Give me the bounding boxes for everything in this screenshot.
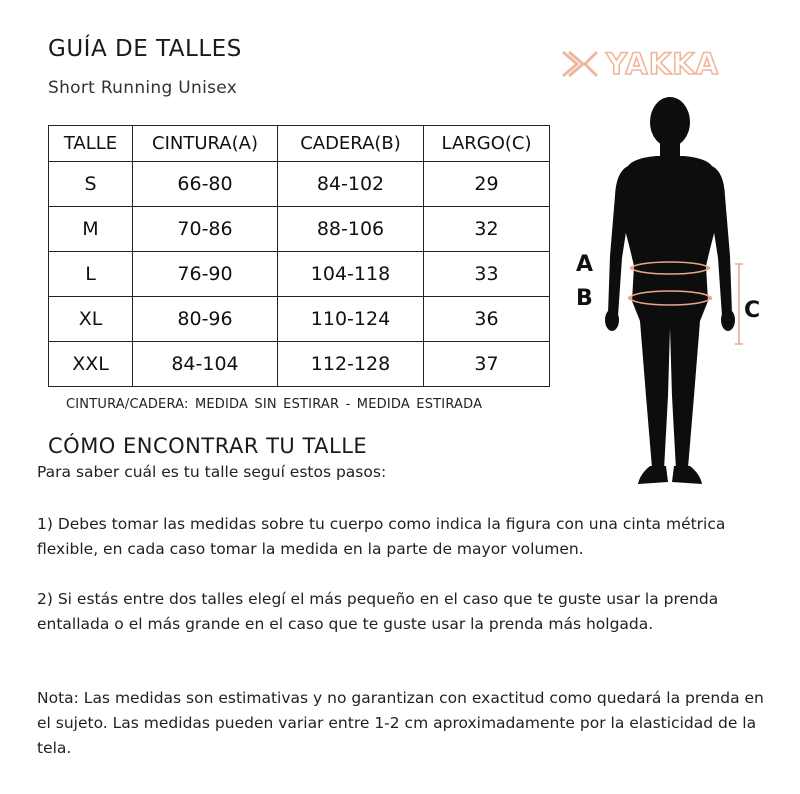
table-row [49, 162, 550, 207]
label-b: B [576, 286, 593, 311]
cell-cintura: 84-104 [133, 342, 278, 387]
label-c: C [744, 298, 761, 323]
column-header-cadera: CADERA(B) [278, 126, 424, 162]
page-title: GUÍA DE TALLES [48, 36, 242, 62]
note-text: Nota: Las medidas son estimativas y no garantizan con exactitud como quedará la prenda en el sujeto. Las medidas pueden variar entre 1-2 cm aproximadamente por la elasticidad de la tela. [37, 689, 764, 757]
table-header-row [49, 126, 550, 162]
cell-talle: M [49, 207, 133, 252]
cell-cintura: 66-80 [133, 162, 278, 207]
cell-cadera: 112-128 [278, 342, 424, 387]
logo-x-icon [560, 49, 600, 79]
table-row [49, 342, 550, 387]
cell-largo: 29 [424, 162, 550, 207]
brand-logo [560, 46, 719, 82]
cell-cintura: 76-90 [133, 252, 278, 297]
intro-text: Para saber cuál es tu talle seguí estos pasos: [37, 463, 387, 481]
cell-cadera: 104-118 [278, 252, 424, 297]
cell-talle: XXL [49, 342, 133, 387]
table-footnote: CINTURA/CADERA: MEDIDA SIN ESTIRAR - MEDIDA ESTIRADA [66, 397, 483, 412]
column-header-cintura: CINTURA(A) [133, 126, 278, 162]
table-row [49, 297, 550, 342]
column-header-talle: TALLE [49, 126, 133, 162]
body-silhouette-figure [570, 96, 790, 491]
step-2-text: 2) Si estás entre dos talles elegí el más pequeño en el caso que te guste usar la prenda entallada o el más grande en el caso que te guste usar la prenda más holgada. [37, 590, 719, 633]
cell-talle: S [49, 162, 133, 207]
cell-cadera: 110-124 [278, 297, 424, 342]
cell-largo: 37 [424, 342, 550, 387]
logo-text: YAKKA [606, 46, 720, 81]
cell-largo: 33 [424, 252, 550, 297]
label-a: A [576, 252, 594, 277]
section-heading: CÓMO ENCONTRAR TU TALLE [48, 434, 368, 458]
table-row [49, 252, 550, 297]
cell-cintura: 70-86 [133, 207, 278, 252]
cell-cadera: 88-106 [278, 207, 424, 252]
cell-talle: XL [49, 297, 133, 342]
table-row [49, 207, 550, 252]
column-header-largo: LARGO(C) [424, 126, 550, 162]
cell-largo: 32 [424, 207, 550, 252]
cell-cadera: 84-102 [278, 162, 424, 207]
page-subtitle: Short Running Unisex [48, 78, 238, 98]
cell-cintura: 80-96 [133, 297, 278, 342]
cell-talle: L [49, 252, 133, 297]
step-1-text: 1) Debes tomar las medidas sobre tu cuerpo como indica la figura con una cinta métrica flexible, en cada caso tomar la medida en la parte de mayor volumen. [37, 515, 726, 558]
cell-largo: 36 [424, 297, 550, 342]
size-table [48, 125, 550, 387]
